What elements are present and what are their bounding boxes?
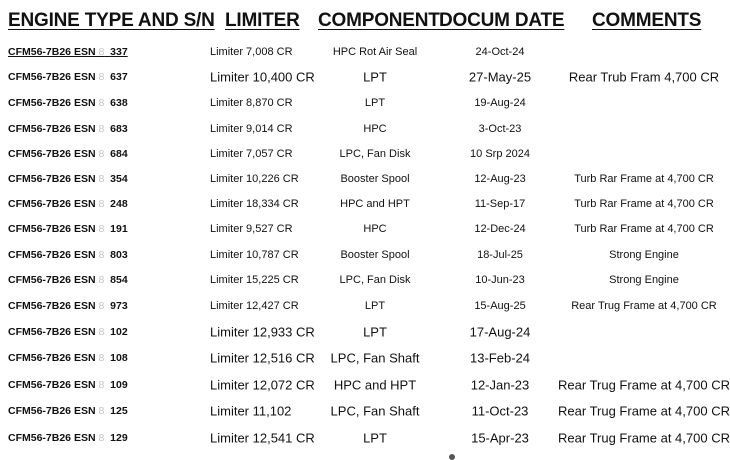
engine-type: CFM56-7B26 ESN [8,198,96,210]
limiter-value: Limiter 12,072 CR [210,377,315,393]
engine-type: CFM56-7B26 ESN [8,173,96,185]
document-date: 12-Dec-24 [474,223,526,235]
limiter-value: Limiter 11,102 [210,403,292,419]
engine-type: CFM56-7B26 ESN [8,249,96,261]
engine-serial [8,173,128,185]
engine-serial [8,46,128,58]
engine-serial [8,300,128,312]
limiter-value: Limiter 10,226 CR [210,173,299,185]
document-date: 15-Aug-25 [474,300,526,312]
serial-redacted: 8 [98,249,105,261]
limiter-value: Limiter 15,225 CR [210,274,299,286]
document-date: 17-Aug-24 [469,324,531,340]
serial-redacted: 8 [98,198,105,210]
document-date: 11-Oct-23 [471,403,529,419]
document-date: 12-Aug-23 [474,173,526,185]
serial-redacted: 8 [98,274,105,286]
header-component: COMPONENT [318,10,440,31]
serial-redacted: 8 [98,326,105,338]
engine-serial [8,326,128,338]
engine-serial [8,405,128,417]
comment-text: Rear Trug Frame at 4,700 CR [571,300,717,312]
engine-type: CFM56-7B26 ESN [8,97,96,109]
component-name: HPC [363,223,387,235]
serial-suffix: 337 [110,46,128,58]
serial-redacted: 8 [98,97,105,109]
engine-type: CFM56-7B26 ESN [8,300,96,312]
serial-redacted: 8 [98,300,105,312]
comment-text: Rear Trub Fram 4,700 CR [568,69,720,85]
component-name: LPT [363,69,387,85]
engine-serial [8,432,128,444]
serial-redacted: 8 [98,46,105,58]
component-name: Booster Spool [340,173,410,185]
serial-redacted: 8 [98,223,105,235]
comment-text: Strong Engine [609,274,679,286]
serial-redacted: 8 [98,352,105,364]
limiter-value: Limiter 18,334 CR [210,198,299,210]
limiter-value: Limiter 12,541 CR [210,430,315,446]
serial-redacted: 8 [98,405,105,417]
limiter-value: Limiter 10,400 CR [210,69,315,85]
engine-serial [8,352,128,364]
component-name: LPT [364,97,386,109]
document-date: 10 Srp 2024 [470,148,530,160]
document-date: 18-Jul-25 [477,249,523,261]
limiter-value: Limiter 12,516 CR [210,350,315,366]
comment-text: Turb Rar Frame at 4,700 CR [574,198,714,210]
component-name: LPC, Fan Shaft [330,350,420,366]
component-name: LPT [364,300,386,312]
comment-text: Rear Trug Frame at 4,700 CR [558,430,730,446]
engine-type: CFM56-7B26 ESN [8,46,96,58]
engine-type: CFM56-7B26 ESN [8,432,96,444]
engine-type: CFM56-7B26 ESN [8,326,96,338]
component-name: LPC, Fan Shaft [330,403,420,419]
engine-type: CFM56-7B26 ESN [8,352,96,364]
serial-suffix: 684 [110,148,128,160]
engine-type: CFM56-7B26 ESN [8,379,96,391]
serial-redacted: 8 [98,148,105,160]
serial-suffix: 354 [110,173,128,185]
engine-serial [8,274,128,286]
component-name: HPC Rot Air Seal [332,46,418,58]
component-name: HPC [363,123,387,135]
serial-suffix: 803 [110,249,128,261]
header-date: DOCUM DATE [439,10,565,31]
serial-suffix: 129 [110,432,128,444]
limiter-value: Limiter 9,527 CR [210,223,293,235]
engine-type: CFM56-7B26 ESN [8,123,96,135]
engine-type: CFM56-7B26 ESN [8,223,96,235]
component-name: LPC, Fan Disk [339,148,411,160]
engine-type: CFM56-7B26 ESN [8,274,96,286]
serial-redacted: 8 [98,71,105,83]
limiter-value: Limiter 8,870 CR [210,97,293,109]
serial-redacted: 8 [98,379,105,391]
engine-serial [8,148,128,160]
engine-serial [8,97,128,109]
component-name: LPT [363,430,387,446]
comment-text: Strong Engine [609,249,679,261]
document-date: 13-Feb-24 [470,350,530,366]
limiter-value: Limiter 7,057 CR [210,148,293,160]
component-name: Booster Spool [340,249,410,261]
serial-redacted: 8 [98,123,105,135]
document-date: 27-May-25 [468,69,532,85]
limiter-value: Limiter 10,787 CR [210,249,299,261]
limiter-value: Limiter 9,014 CR [210,123,293,135]
serial-suffix: 854 [110,274,128,286]
serial-suffix: 125 [110,405,128,417]
engine-serial [8,379,128,391]
serial-suffix: 638 [110,97,128,109]
serial-suffix: 108 [110,352,128,364]
document-date: 15-Apr-23 [471,430,529,446]
engine-serial [8,223,128,235]
serial-suffix: 109 [110,379,128,391]
comment-text: Rear Trug Frame at 4,700 CR [558,377,730,393]
header-comments: COMMENTS [592,10,702,31]
document-date: 19-Aug-24 [474,97,526,109]
engine-type: CFM56-7B26 ESN [8,71,96,83]
limiter-value: Limiter 7,008 CR [210,46,293,58]
limiter-value: Limiter 12,427 CR [210,300,299,312]
engine-serial [8,123,128,135]
document-date: 11-Sep-17 [474,198,526,210]
engine-serial [8,198,128,210]
comment-text: Turb Rar Frame at 4,700 CR [574,223,714,235]
serial-suffix: 973 [110,300,128,312]
component-name: HPC and HPT [340,198,410,210]
comment-text: Rear Trug Frame at 4,700 CR [558,403,730,419]
serial-suffix: 637 [110,71,128,83]
component-name: LPC, Fan Disk [339,274,411,286]
serial-suffix: 191 [110,223,128,235]
limiter-value: Limiter 12,933 CR [210,324,315,340]
serial-suffix: 683 [110,123,128,135]
header-engine: ENGINE TYPE AND S/N [8,10,215,31]
document-date: 24-Oct-24 [475,46,525,58]
engine-serial [8,249,128,261]
serial-redacted: 8 [98,432,105,444]
engine-serial [8,71,128,83]
component-name: HPC and HPT [333,377,417,393]
engine-type: CFM56-7B26 ESN [8,405,96,417]
serial-redacted: 8 [98,173,105,185]
page-dot [449,454,455,460]
component-name: LPT [363,324,387,340]
header-limiter: LIMITER [225,10,300,31]
comment-text: Turb Rar Frame at 4,700 CR [574,173,714,185]
document-date: 12-Jan-23 [470,377,530,393]
engine-type: CFM56-7B26 ESN [8,148,96,160]
serial-suffix: 248 [110,198,128,210]
serial-suffix: 102 [110,326,128,338]
document-date: 10-Jun-23 [475,274,525,286]
document-date: 3-Oct-23 [478,123,522,135]
